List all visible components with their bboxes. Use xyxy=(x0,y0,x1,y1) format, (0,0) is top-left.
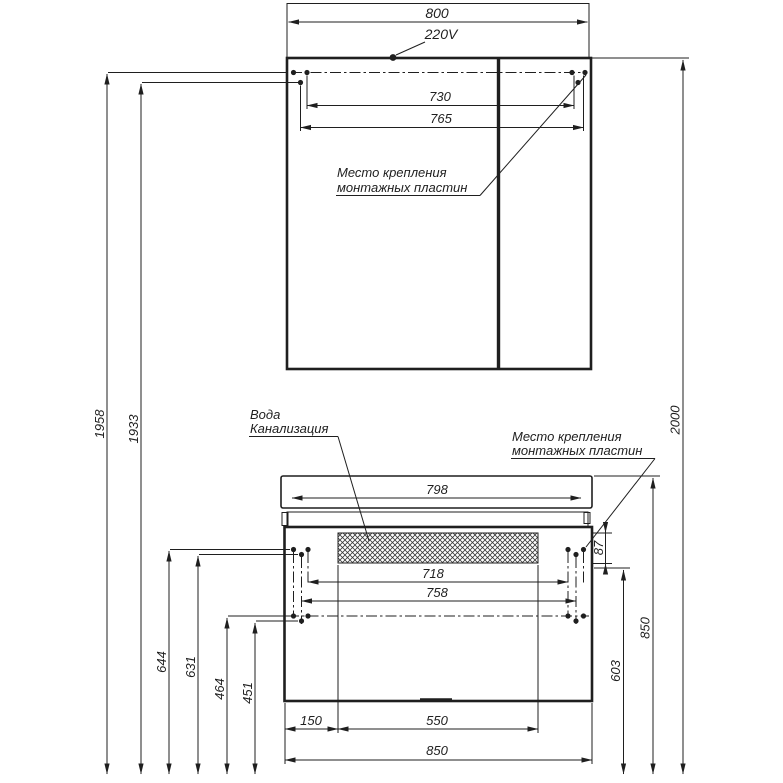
vanity-mount-leader-line xyxy=(586,459,655,548)
vanity-mount-note-line2: монтажных пластин xyxy=(512,443,643,458)
dim-vanity-top-width: 798 xyxy=(426,482,448,497)
vanity-mount-callout xyxy=(511,429,655,547)
dim-mirror-mount-lower-height: 1933 xyxy=(126,414,141,444)
dim-overall-height: 2000 xyxy=(667,405,683,435)
dim-mirror-mount-upper-height: 1958 xyxy=(92,409,107,439)
dim-worktop-height: 850 xyxy=(637,617,653,639)
dim-vanity-overall-width: 850 xyxy=(426,743,448,758)
mirror-mount-note-line1: Место крепления xyxy=(337,165,447,180)
dim-service-zone-height: 87 xyxy=(591,540,606,556)
power-callout xyxy=(390,26,459,61)
dim-vanity-span-inner: 718 xyxy=(422,566,444,581)
dim-service-zone-bottom-height: 603 xyxy=(608,660,623,682)
dim-mirror-span-inner: 730 xyxy=(429,89,451,104)
dim-vanity-mount-upper-outer-height: 644 xyxy=(154,651,169,673)
dim-vanity-mount-upper-inner-height: 631 xyxy=(183,656,198,678)
power-leader-line xyxy=(396,42,425,55)
water-note-line2: Канализация xyxy=(250,421,329,436)
dim-vanity-mount-lower-inner-height: 451 xyxy=(240,682,255,704)
power-label: 220V xyxy=(424,26,458,42)
dim-vanity-mount-lower-outer-height: 464 xyxy=(212,678,227,700)
dim-vanity-span-outer: 758 xyxy=(426,585,448,600)
vanity-apron-notch-right xyxy=(584,513,590,524)
mirror-mount-leader-line xyxy=(480,75,586,196)
mirror-dimensions xyxy=(289,5,588,131)
vanity-apron xyxy=(287,512,588,527)
water-leader-line xyxy=(338,437,369,542)
water-callout xyxy=(249,407,369,541)
dim-service-width: 550 xyxy=(426,713,448,728)
dim-mirror-width: 800 xyxy=(425,5,449,21)
dim-service-offset: 150 xyxy=(300,713,322,728)
mirror-mount-note-line2: монтажных пластин xyxy=(337,180,468,195)
vanity-dimensions xyxy=(285,482,612,764)
mirror-cabinet-body xyxy=(287,58,591,369)
dim-mirror-span-outer: 765 xyxy=(430,111,452,126)
water-note-line1: Вода xyxy=(250,407,281,422)
power-point-dot xyxy=(390,54,397,61)
vanity-mount-note-line1: Место крепления xyxy=(512,429,622,444)
mirror-mount-callout xyxy=(336,75,586,196)
